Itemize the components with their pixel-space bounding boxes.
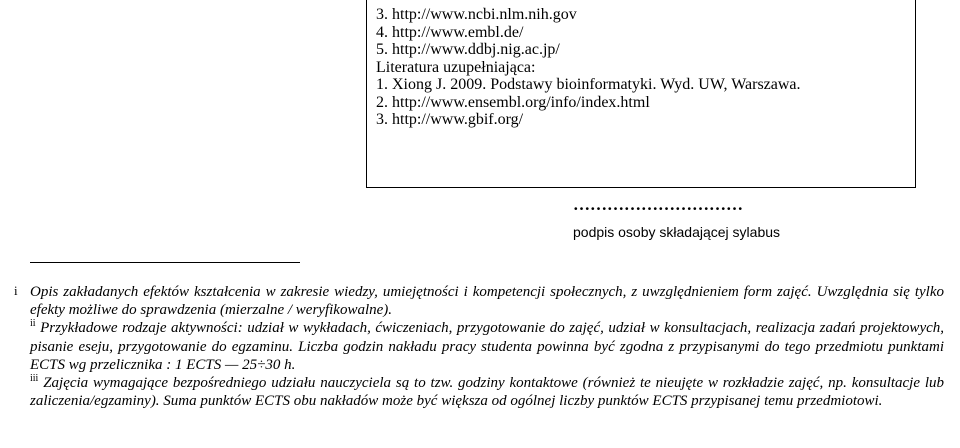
signature-caption: podpis osoby składającej sylabus bbox=[573, 224, 781, 240]
footnote-text: Zajęcia wymagające bezpośredniego udziału nauczyciela są to tzw. godziny kontaktowe (również te nieujęte w rozkładzie zajęć, np. konsultacje lub zaliczenia/egzaminy). Suma punktów ECTS obu nakładów może być większa od ogólnej liczby punktów ECTS przypisanej temu przedmiotowi. bbox=[30, 375, 945, 410]
references-cell bbox=[366, 0, 916, 188]
footnote-2 bbox=[14, 319, 944, 374]
supplementary-heading: Literatura uzupełniająca: bbox=[376, 58, 536, 76]
footnote-text: Opis zakładanych efektów kształcenia w zakresie wiedzy, umiejętności i kompetencji społecznych, z uwzględnieniem form zajęć. Uwzględnia się tylko efekty możliwe do sprawdzenia (mierzalne / weryfikowalne). bbox=[30, 284, 944, 319]
signature-dots: ………………………… bbox=[573, 195, 743, 214]
footnote-3 bbox=[14, 374, 944, 410]
reference-line: 5. http://www.ddbj.nig.ac.jp/ bbox=[376, 41, 560, 58]
reference-line: 4. http://www.embl.de/ bbox=[376, 23, 524, 41]
signature-block bbox=[573, 196, 813, 240]
footnote-1: i Opis zakładanych efektów kształcenia w zakresie wiedzy, umiejętności i kompetencji społecznych, z uwzględnieniem form zajęć. Uwzględnia się tylko efekty możliwe do sprawdzenia (mierzalne / weryfikowalne). bbox=[14, 283, 944, 319]
reference-line: 3. http://www.gbif.org/ bbox=[376, 111, 524, 128]
footnote-separator bbox=[30, 262, 300, 263]
reference-line: 3. http://www.ncbi.nlm.nih.gov bbox=[376, 6, 577, 23]
footnote-mark: iii bbox=[30, 373, 39, 385]
footnote-mark: ii bbox=[30, 318, 36, 330]
footnote-text: Przykładowe rodzaje aktywności: udział w wykładach, ćwiczeniach, przygotowanie do zajęć, udział w konsultacjach, realizacja zadań projektowych, pisanie eseju, przygotowanie do egzaminu. Liczba godzin nakładu pracy studenta powinna być zgodna z przypisanymi do tego przedmiotu punktami ECTS wg przelicznika : 1 ECTS — 25÷30 h. bbox=[30, 320, 945, 373]
reference-line: 1. Xiong J. 2009. Podstawy bioinformatyki. Wyd. UW, Warszawa. bbox=[376, 76, 801, 93]
reference-line: 2. http://www.ensembl.org/info/index.html bbox=[376, 93, 650, 111]
footnotes bbox=[14, 273, 944, 410]
